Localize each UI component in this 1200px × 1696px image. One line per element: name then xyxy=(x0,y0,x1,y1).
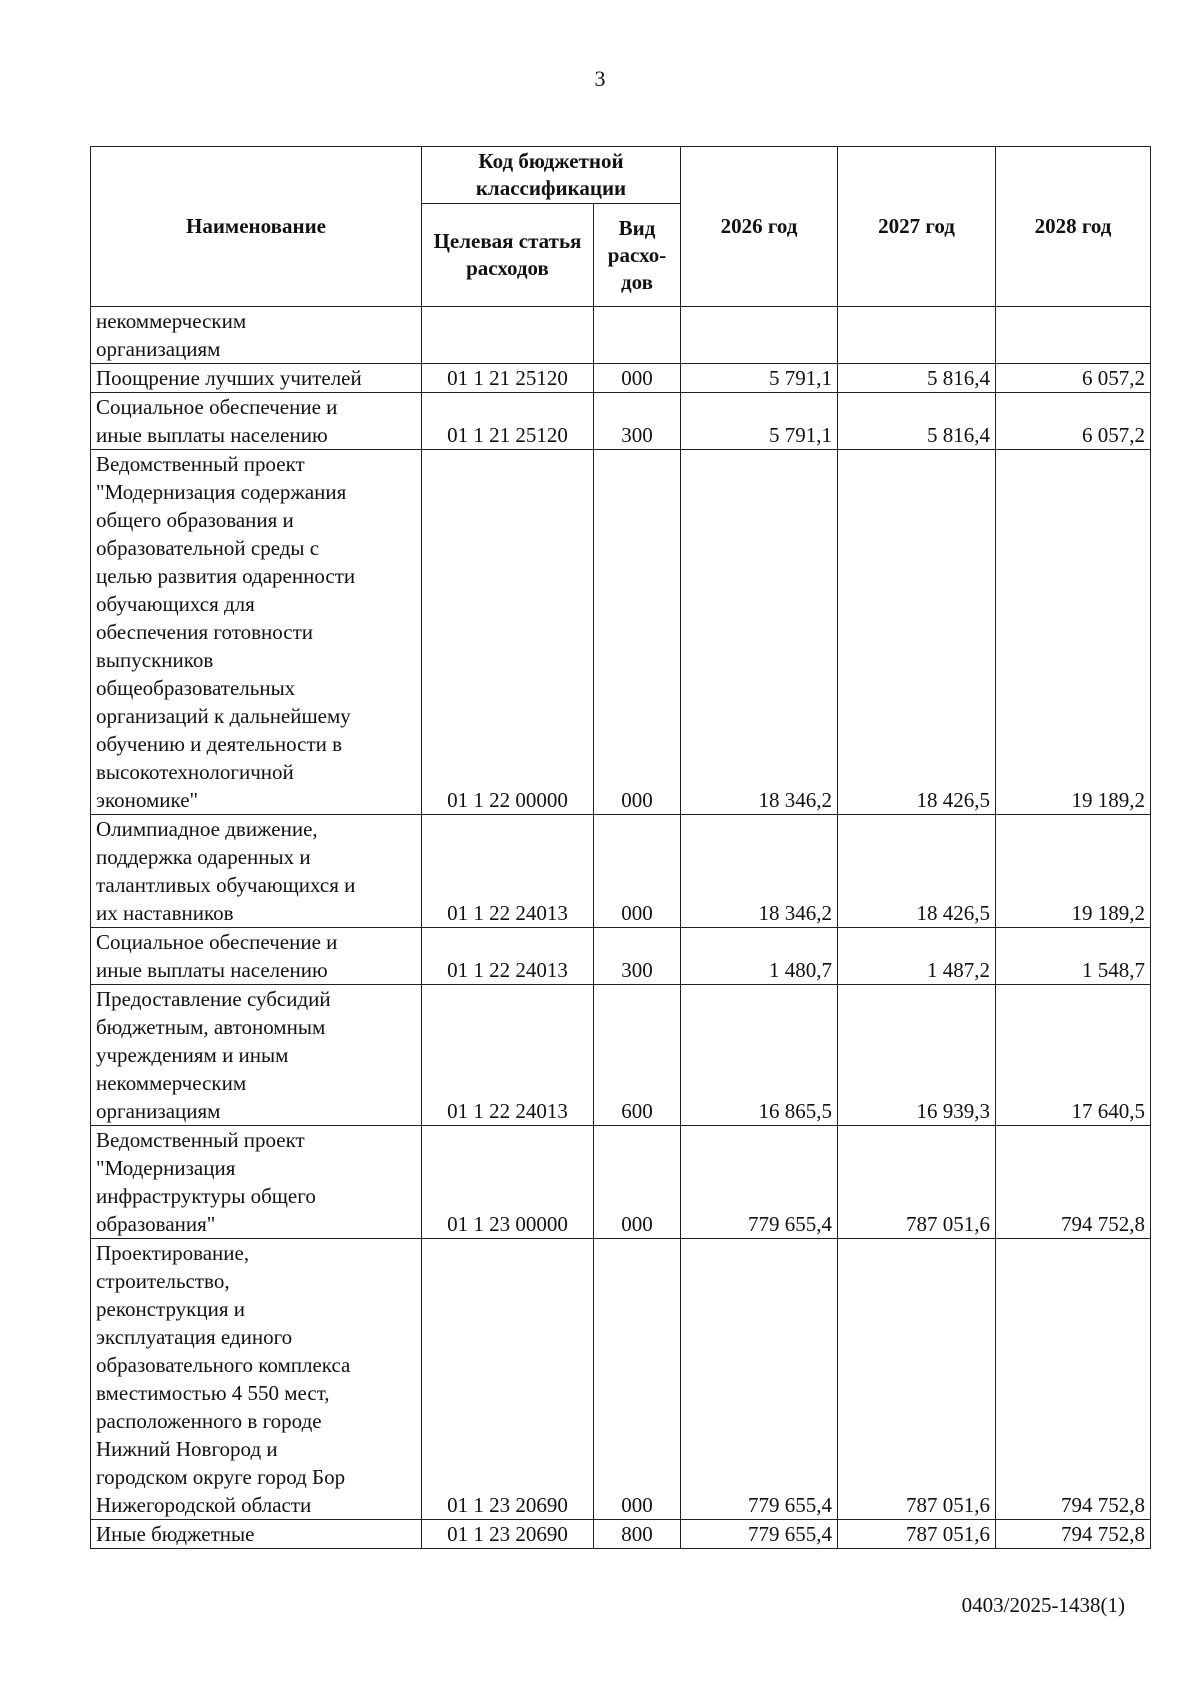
row-value-2028 xyxy=(996,815,1151,928)
row-expense-kind-text: 000 xyxy=(621,1212,653,1236)
table-row xyxy=(91,928,1151,985)
row-target-article xyxy=(422,1126,594,1239)
row-expense-kind-text: 600 xyxy=(621,1099,653,1123)
row-name-text: Олимпиадное движение, поддержка одаренных и талантливых обучающихся и их наставников xyxy=(96,817,356,925)
row-target-article xyxy=(422,815,594,928)
row-name xyxy=(91,928,422,985)
row-name-text: Социальное обеспечение и иные выплаты населению xyxy=(96,395,338,447)
row-value-2027-text: 18 426,5 xyxy=(916,901,991,925)
row-name xyxy=(91,815,422,928)
row-target-article xyxy=(422,985,594,1126)
row-expense-kind xyxy=(594,364,681,393)
row-value-2028 xyxy=(996,1239,1151,1520)
row-value-2028-text: 19 189,2 xyxy=(1071,788,1146,812)
row-name-text: Социальное обеспечение и иные выплаты населению xyxy=(96,930,338,982)
row-value-2026-text: 5 791,1 xyxy=(769,423,833,447)
row-value-2028 xyxy=(996,928,1151,985)
row-name xyxy=(91,450,422,815)
row-value-2026 xyxy=(681,985,838,1126)
row-value-2028 xyxy=(996,985,1151,1126)
table-row xyxy=(91,1239,1151,1520)
row-value-2027 xyxy=(838,985,996,1126)
row-name xyxy=(91,1520,422,1549)
row-value-2027 xyxy=(838,307,996,364)
row-value-2027 xyxy=(838,1239,996,1520)
row-value-2026 xyxy=(681,364,838,393)
row-target-article-text: 01 1 21 25120 xyxy=(447,423,568,447)
row-value-2028-text: 794 752,8 xyxy=(1061,1212,1146,1236)
row-expense-kind xyxy=(594,1126,681,1239)
row-value-2026-text: 18 346,2 xyxy=(758,901,833,925)
row-expense-kind xyxy=(594,450,681,815)
row-target-article xyxy=(422,364,594,393)
header-expense-kind: Вид расхо-дов xyxy=(594,204,681,307)
row-value-2027-text: 5 816,4 xyxy=(927,423,991,447)
table-row xyxy=(91,450,1151,815)
row-value-2027-text: 5 816,4 xyxy=(927,366,991,390)
table-row xyxy=(91,1126,1151,1239)
row-value-2027 xyxy=(838,1126,996,1239)
row-name xyxy=(91,364,422,393)
header-year-2027: 2027 год xyxy=(838,147,996,307)
row-value-2028-text: 6 057,2 xyxy=(1082,366,1146,390)
row-value-2026 xyxy=(681,1126,838,1239)
row-target-article xyxy=(422,393,594,450)
row-expense-kind-text: 300 xyxy=(621,958,653,982)
row-value-2026 xyxy=(681,393,838,450)
budget-table xyxy=(90,146,1151,1549)
row-value-2027-text: 18 426,5 xyxy=(916,788,991,812)
row-value-2027-text: 16 939,3 xyxy=(916,1099,991,1123)
page-number: 3 xyxy=(594,66,606,91)
row-value-2027 xyxy=(838,1520,996,1549)
row-target-article xyxy=(422,307,594,364)
row-expense-kind xyxy=(594,1239,681,1520)
document-code: 0403/2025-1438(1) xyxy=(961,1593,1125,1617)
row-value-2028 xyxy=(996,307,1151,364)
table-header xyxy=(91,147,1151,307)
row-target-article-text: 01 1 23 20690 xyxy=(447,1522,568,1546)
row-value-2028-text: 17 640,5 xyxy=(1071,1099,1146,1123)
row-value-2026 xyxy=(681,1520,838,1549)
row-expense-kind xyxy=(594,815,681,928)
row-expense-kind-text: 000 xyxy=(621,1493,653,1517)
row-target-article-text: 01 1 22 24013 xyxy=(447,1099,568,1123)
row-expense-kind xyxy=(594,393,681,450)
row-value-2027-text: 1 487,2 xyxy=(927,958,991,982)
row-target-article-text: 01 1 23 20690 xyxy=(447,1493,568,1517)
header-budget-code-group: Код бюджетной классификации xyxy=(422,147,681,204)
table-row xyxy=(91,393,1151,450)
row-target-article xyxy=(422,1239,594,1520)
row-value-2028 xyxy=(996,364,1151,393)
row-value-2026 xyxy=(681,1239,838,1520)
row-value-2027-text: 787 051,6 xyxy=(906,1212,991,1236)
row-target-article xyxy=(422,1520,594,1549)
header-year-2026: 2026 год xyxy=(681,147,838,307)
table-row xyxy=(91,364,1151,393)
row-expense-kind-text: 800 xyxy=(621,1522,653,1546)
row-target-article-text: 01 1 22 24013 xyxy=(447,958,568,982)
row-value-2027 xyxy=(838,815,996,928)
row-value-2026-text: 5 791,1 xyxy=(769,366,833,390)
row-name xyxy=(91,1126,422,1239)
row-value-2026-text: 16 865,5 xyxy=(758,1099,833,1123)
row-name-text: Проектирование, строительство, реконструкция и эксплуатация единого образовательного комплекса вместимостью 4 550 мест, расположенного в городе Нижний Новгород и городском округе город Бор Нижегородской области xyxy=(96,1241,351,1517)
row-name-text: Поощрение лучших учителей xyxy=(96,366,362,390)
row-expense-kind xyxy=(594,1520,681,1549)
row-value-2028-text: 19 189,2 xyxy=(1071,901,1146,925)
table-row xyxy=(91,1520,1151,1549)
row-value-2028 xyxy=(996,393,1151,450)
table-row xyxy=(91,815,1151,928)
row-value-2027-text: 787 051,6 xyxy=(906,1493,991,1517)
row-value-2027 xyxy=(838,450,996,815)
row-name-text: некоммерческим организациям xyxy=(96,309,247,361)
row-value-2026-text: 779 655,4 xyxy=(748,1493,833,1517)
row-value-2026 xyxy=(681,815,838,928)
row-target-article-text: 01 1 21 25120 xyxy=(447,366,568,390)
row-value-2028-text: 794 752,8 xyxy=(1061,1493,1146,1517)
row-expense-kind xyxy=(594,985,681,1126)
row-name-text: Иные бюджетные xyxy=(96,1522,255,1546)
row-target-article xyxy=(422,450,594,815)
header-name: Наименование xyxy=(91,147,422,307)
row-value-2028 xyxy=(996,450,1151,815)
row-name-text: Предоставление субсидий бюджетным, автономным учреждениям и иным некоммерческим организациям xyxy=(96,987,331,1123)
row-expense-kind-text: 000 xyxy=(621,901,653,925)
table-row xyxy=(91,307,1151,364)
row-expense-kind xyxy=(594,307,681,364)
row-value-2026 xyxy=(681,307,838,364)
row-value-2026-text: 18 346,2 xyxy=(758,788,833,812)
row-expense-kind-text: 300 xyxy=(621,423,653,447)
row-value-2028-text: 1 548,7 xyxy=(1082,958,1146,982)
row-expense-kind-text: 000 xyxy=(621,788,653,812)
row-value-2027 xyxy=(838,928,996,985)
table-row xyxy=(91,985,1151,1126)
row-value-2028-text: 6 057,2 xyxy=(1082,423,1146,447)
table-body xyxy=(91,307,1151,1549)
row-value-2028 xyxy=(996,1520,1151,1549)
row-name xyxy=(91,1239,422,1520)
row-name xyxy=(91,985,422,1126)
row-value-2026 xyxy=(681,450,838,815)
row-value-2026-text: 779 655,4 xyxy=(748,1212,833,1236)
row-value-2027-text: 787 051,6 xyxy=(906,1522,991,1546)
row-value-2026-text: 779 655,4 xyxy=(748,1522,833,1546)
row-value-2027 xyxy=(838,393,996,450)
row-expense-kind-text: 000 xyxy=(621,366,653,390)
header-target-article: Целевая статья расходов xyxy=(422,204,594,307)
row-name xyxy=(91,393,422,450)
row-value-2027 xyxy=(838,364,996,393)
row-target-article-text: 01 1 22 24013 xyxy=(447,901,568,925)
row-value-2028-text: 794 752,8 xyxy=(1061,1522,1146,1546)
row-target-article-text: 01 1 22 00000 xyxy=(447,788,568,812)
row-value-2026-text: 1 480,7 xyxy=(769,958,833,982)
row-target-article xyxy=(422,928,594,985)
row-name-text: Ведомственный проект "Модернизация содержания общего образования и образовательной среды с целью развития одаренности обучающихся для обеспечения готовности выпускников общеобразовательных организаций к дальнейшему обучению и деятельности в высокотехнологичной экономике" xyxy=(96,452,356,812)
row-expense-kind xyxy=(594,928,681,985)
row-name-text: Ведомственный проект "Модернизация инфраструктуры общего образования" xyxy=(96,1128,316,1236)
row-name xyxy=(91,307,422,364)
header-year-2028: 2028 год xyxy=(996,147,1151,307)
row-value-2028 xyxy=(996,1126,1151,1239)
row-target-article-text: 01 1 23 00000 xyxy=(447,1212,568,1236)
row-value-2026 xyxy=(681,928,838,985)
